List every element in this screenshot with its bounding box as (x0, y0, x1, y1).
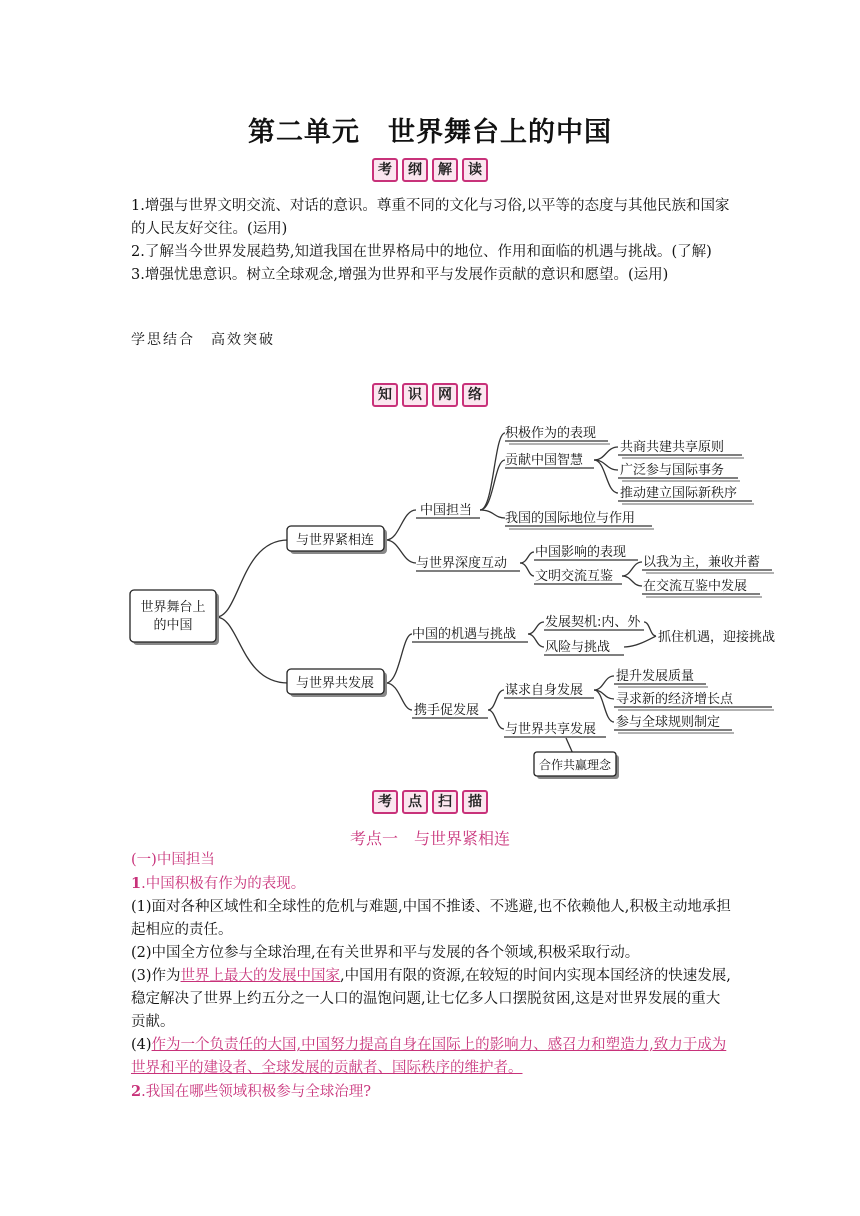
question-1 (131, 872, 731, 896)
highlight-text: 世界上最大的发展中国家 (180, 968, 341, 984)
paragraph: (1)面对各种区域性和全球性的危机与难题,中国不推诿、不逃避,也不依赖他人,积极主动地承担起相应的责任。 (131, 899, 731, 938)
badge-char: 识 (402, 383, 428, 407)
badge-char: 考 (372, 158, 398, 182)
paragraph (131, 965, 731, 1034)
badge-char: 知 (372, 383, 398, 407)
syllabus-item: 2.了解当今世界发展趋势,知道我国在世界格局中的地位、作用和面临的机遇与挑战。(了解) (131, 244, 712, 260)
paragraph: (2)中国全方位参与全球治理,在有关世界和平与发展的各个领域,积极采取行动。 (131, 945, 640, 961)
node-label: 谋求自身发展 (505, 683, 584, 698)
badge-char: 点 (402, 790, 428, 814)
badge-char: 考 (372, 790, 398, 814)
node-label: 寻求新的经济增长点 (616, 692, 734, 707)
node-label: 中国的机遇与挑战 (412, 627, 517, 642)
scan-badge (0, 790, 860, 814)
keypoint-title: 考点一 与世界紧相连 (349, 829, 510, 848)
node-label: 合作共赢理念 (538, 758, 612, 772)
node-label: 我国的国际地位与作用 (505, 511, 636, 526)
question-2 (131, 1080, 731, 1104)
root-node (130, 590, 216, 642)
node-label: 在交流互鉴中发展 (643, 579, 748, 594)
node-label: 提升发展质量 (616, 669, 695, 684)
node-label: 文明交流互鉴 (535, 569, 614, 584)
node-label: 抓住机遇，迎接挑战 (658, 630, 776, 645)
question-text: .我国在哪些领域积极参与全球治理? (141, 1084, 371, 1100)
node-label: 发展契机:内、外 (545, 615, 641, 630)
node-label: 推动建立国际新秩序 (620, 486, 738, 501)
node-b1-label: 与世界紧相连 (295, 533, 375, 548)
root-label: 世界舞台上 (140, 600, 206, 615)
section-label: 学思结合 高效突破 (131, 332, 275, 348)
node-label: 贡献中国智慧 (505, 453, 584, 468)
node-label: 参与全球规则制定 (616, 715, 721, 730)
content-heading: (一)中国担当 (131, 852, 215, 868)
syllabus-item: 1.增强与世界文明交流、对话的意识。尊重不同的文化与习俗,以平等的态度与其他民族和国家的人民友好交往。(运用) (131, 198, 730, 237)
paragraph-prefix: (4) (131, 1037, 152, 1053)
question-text: .中国积极有作为的表现。 (141, 876, 306, 892)
highlight-text: 作为一个负责任的大国,中国努力提高自身在国际上的影响力、感召力和塑造力,致力于成为世界和平的建设者、全球发展的贡献者、国际秩序的维护者。 (131, 1037, 727, 1076)
paragraph-prefix: (3)作为 (131, 968, 181, 984)
node-b2-label: 与世界共发展 (295, 676, 375, 691)
node-label: 携手促发展 (414, 703, 480, 718)
question-number: 2 (131, 1083, 142, 1100)
badge-char: 络 (462, 383, 488, 407)
badge-char: 扫 (432, 790, 458, 814)
node-label: 以我为主，兼收并蓄 (643, 555, 761, 570)
node-label: 与世界共享发展 (505, 722, 597, 737)
badge-char: 纲 (402, 158, 428, 182)
badge-char: 网 (432, 383, 458, 407)
node-label: 风险与挑战 (545, 640, 611, 655)
content-body (131, 849, 731, 1104)
syllabus-item: 3.增强忧患意识。树立全球观念,增强为世界和平与发展作贡献的意识和愿望。(运用) (131, 267, 669, 283)
paragraph (131, 1034, 731, 1080)
node-label: 中国影响的表现 (535, 545, 627, 560)
node-label: 与世界深度互动 (416, 556, 508, 571)
badge-char: 解 (432, 158, 458, 182)
node-label: 积极作为的表现 (505, 426, 597, 441)
page-title: 第二单元 世界舞台上的中国 (248, 117, 612, 148)
paragraph-body: ,中国用有限的资源,在较短的时间内实现本国经济的快速发展,稳定解决了世界上约五分之一人口的温饱问题,让七亿多人口摆脱贫困,这是对世界发展的重大贡献。 (131, 968, 731, 1030)
badge-char: 读 (462, 158, 488, 182)
node-label: 广泛参与国际事务 (620, 463, 725, 478)
node-label: 共商共建共享原则 (620, 440, 725, 455)
root-label: 的中国 (153, 618, 193, 633)
node-label: 中国担当 (420, 503, 473, 518)
question-number: 1 (131, 875, 142, 892)
badge-char: 描 (462, 790, 488, 814)
